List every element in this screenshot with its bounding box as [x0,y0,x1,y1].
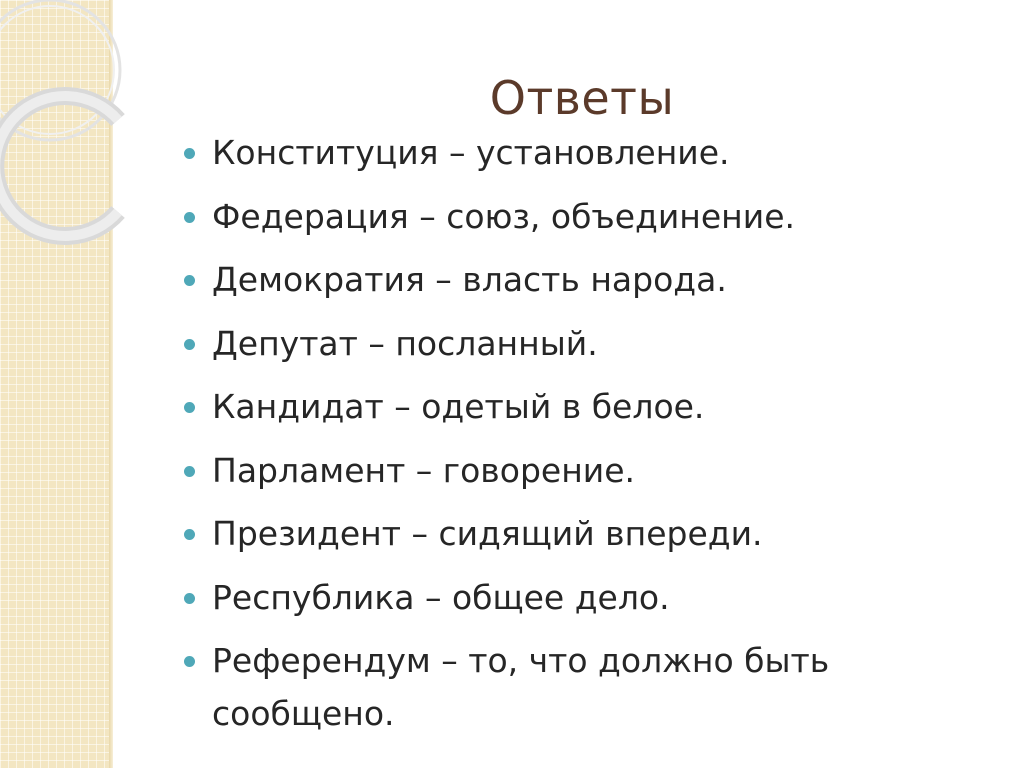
bullet-icon [184,466,195,477]
list-item [182,380,982,433]
list-item [182,444,982,497]
list-item-text: Парламент – говорение. [212,450,636,490]
list-item-text: Конституция – установление. [212,133,730,172]
list-item-text: Федерация – союз, объединение. [212,196,795,236]
bullet-icon [184,656,195,667]
list-item-text: Депутат – посланный. [212,323,598,363]
bullet-icon [184,529,195,540]
bullet-icon [184,275,195,286]
list-item [182,634,982,740]
slide-title: Ответы [489,71,675,125]
list-item [182,317,982,370]
list-item-text: Демократия – власть народа. [212,260,727,299]
list-item [182,190,982,243]
bullet-icon [184,593,195,604]
list-item-text: Президент – сидящий впереди. [212,514,763,553]
bullet-icon [184,212,195,223]
list-item-text: Референдум – то, что должно быть сообщено. [212,641,830,733]
bullet-icon [184,339,195,350]
bullet-icon [184,402,195,413]
list-item [182,126,982,179]
answers-list [182,126,982,751]
list-item [182,507,982,560]
bullet-icon [184,148,195,159]
list-item-text: Кандидат – одетый в белое. [212,387,705,426]
list-item-text: Республика – общее дело. [212,577,670,617]
list-item [182,253,982,306]
list-item [182,571,982,624]
